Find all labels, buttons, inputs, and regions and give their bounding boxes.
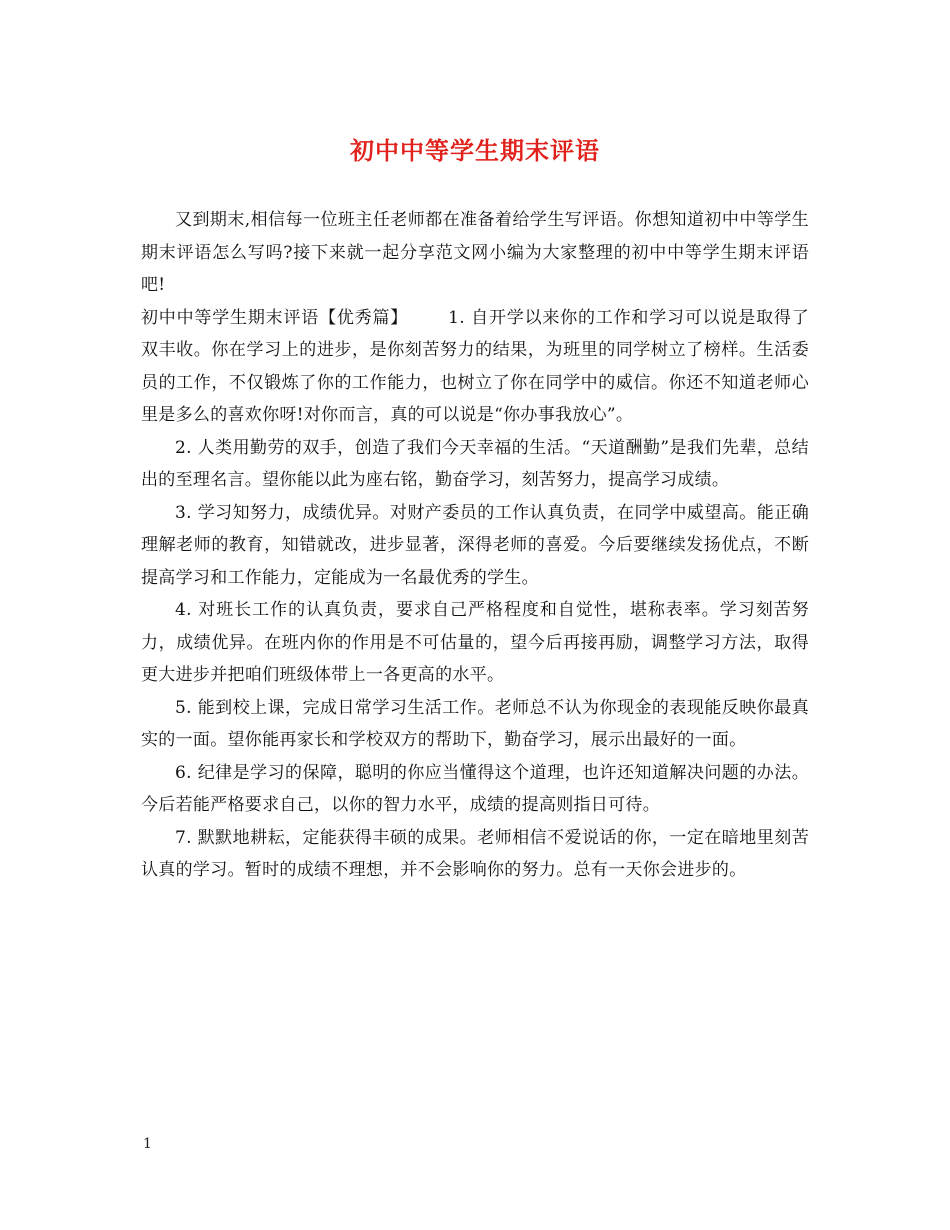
list-item: 4. 对班长工作的认真负责，要求自己严格程度和自觉性，堪称表率。学习刻苦努力，成绩优异。在班内你的作用是不可估量的，望今后再接再励，调整学习方法，取得更大进步并把咱们班级体带上一各更高的水平。 xyxy=(141,600,809,685)
page-number: 1 xyxy=(143,1136,152,1152)
section-heading: 初中中等学生期末评语【优秀篇】 xyxy=(141,307,409,328)
list-item: 5. 能到校上课，完成日常学习生活工作。老师总不认为你现金的表现能反映你最真实的一面。望你能再家长和学校双方的帮助下，勤奋学习，展示出最好的一面。 xyxy=(141,697,809,750)
document-title: 初中中等学生期末评语 xyxy=(350,136,600,165)
intro-paragraph: 又到期末,相信每一位班主任老师都在准备着给学生写评语。你想知道初中中等学生期末评语怎么写吗?接下来就一起分享范文网小编为大家整理的初中中等学生期末评语吧! xyxy=(141,210,809,295)
list-item: 1. 自开学以来你的工作和学习可以说是取得了双丰收。你在学习上的进步，是你刻苦努力的结果，为班里的同学树立了榜样。生活委员的工作，不仅锻炼了你的工作能力，也树立了你在同学中的威信。你还不知道老师心里是多么的喜欢你呀!对你而言，真的可以说是“你办事我放心”。 xyxy=(141,307,809,425)
section-paragraph xyxy=(141,302,809,432)
list-item: 2. 人类用勤劳的双手，创造了我们今天幸福的生活。“天道酬勤”是我们先辈，总结出的至理名言。望你能以此为座右铭，勤奋学习，刻苦努力，提高学习成绩。 xyxy=(141,437,809,490)
document-body xyxy=(141,204,809,887)
list-item: 7. 默默地耕耘，定能获得丰硕的成果。老师相信不爱说话的你，一定在暗地里刻苦认真的学习。暂时的成绩不理想，并不会影响你的努力。总有一天你会进步的。 xyxy=(141,827,809,880)
list-item: 6. 纪律是学习的保障，聪明的你应当懂得这个道理，也许还知道解决问题的办法。今后若能严格要求自己，以你的智力水平，成绩的提高则指日可待。 xyxy=(141,762,809,815)
list-item: 3. 学习知努力，成绩优异。对财产委员的工作认真负责，在同学中威望高。能正确理解老师的教育，知错就改，进步显著，深得老师的喜爱。今后要继续发扬优点，不断提高学习和工作能力，定能成为一名最优秀的学生。 xyxy=(141,502,809,588)
